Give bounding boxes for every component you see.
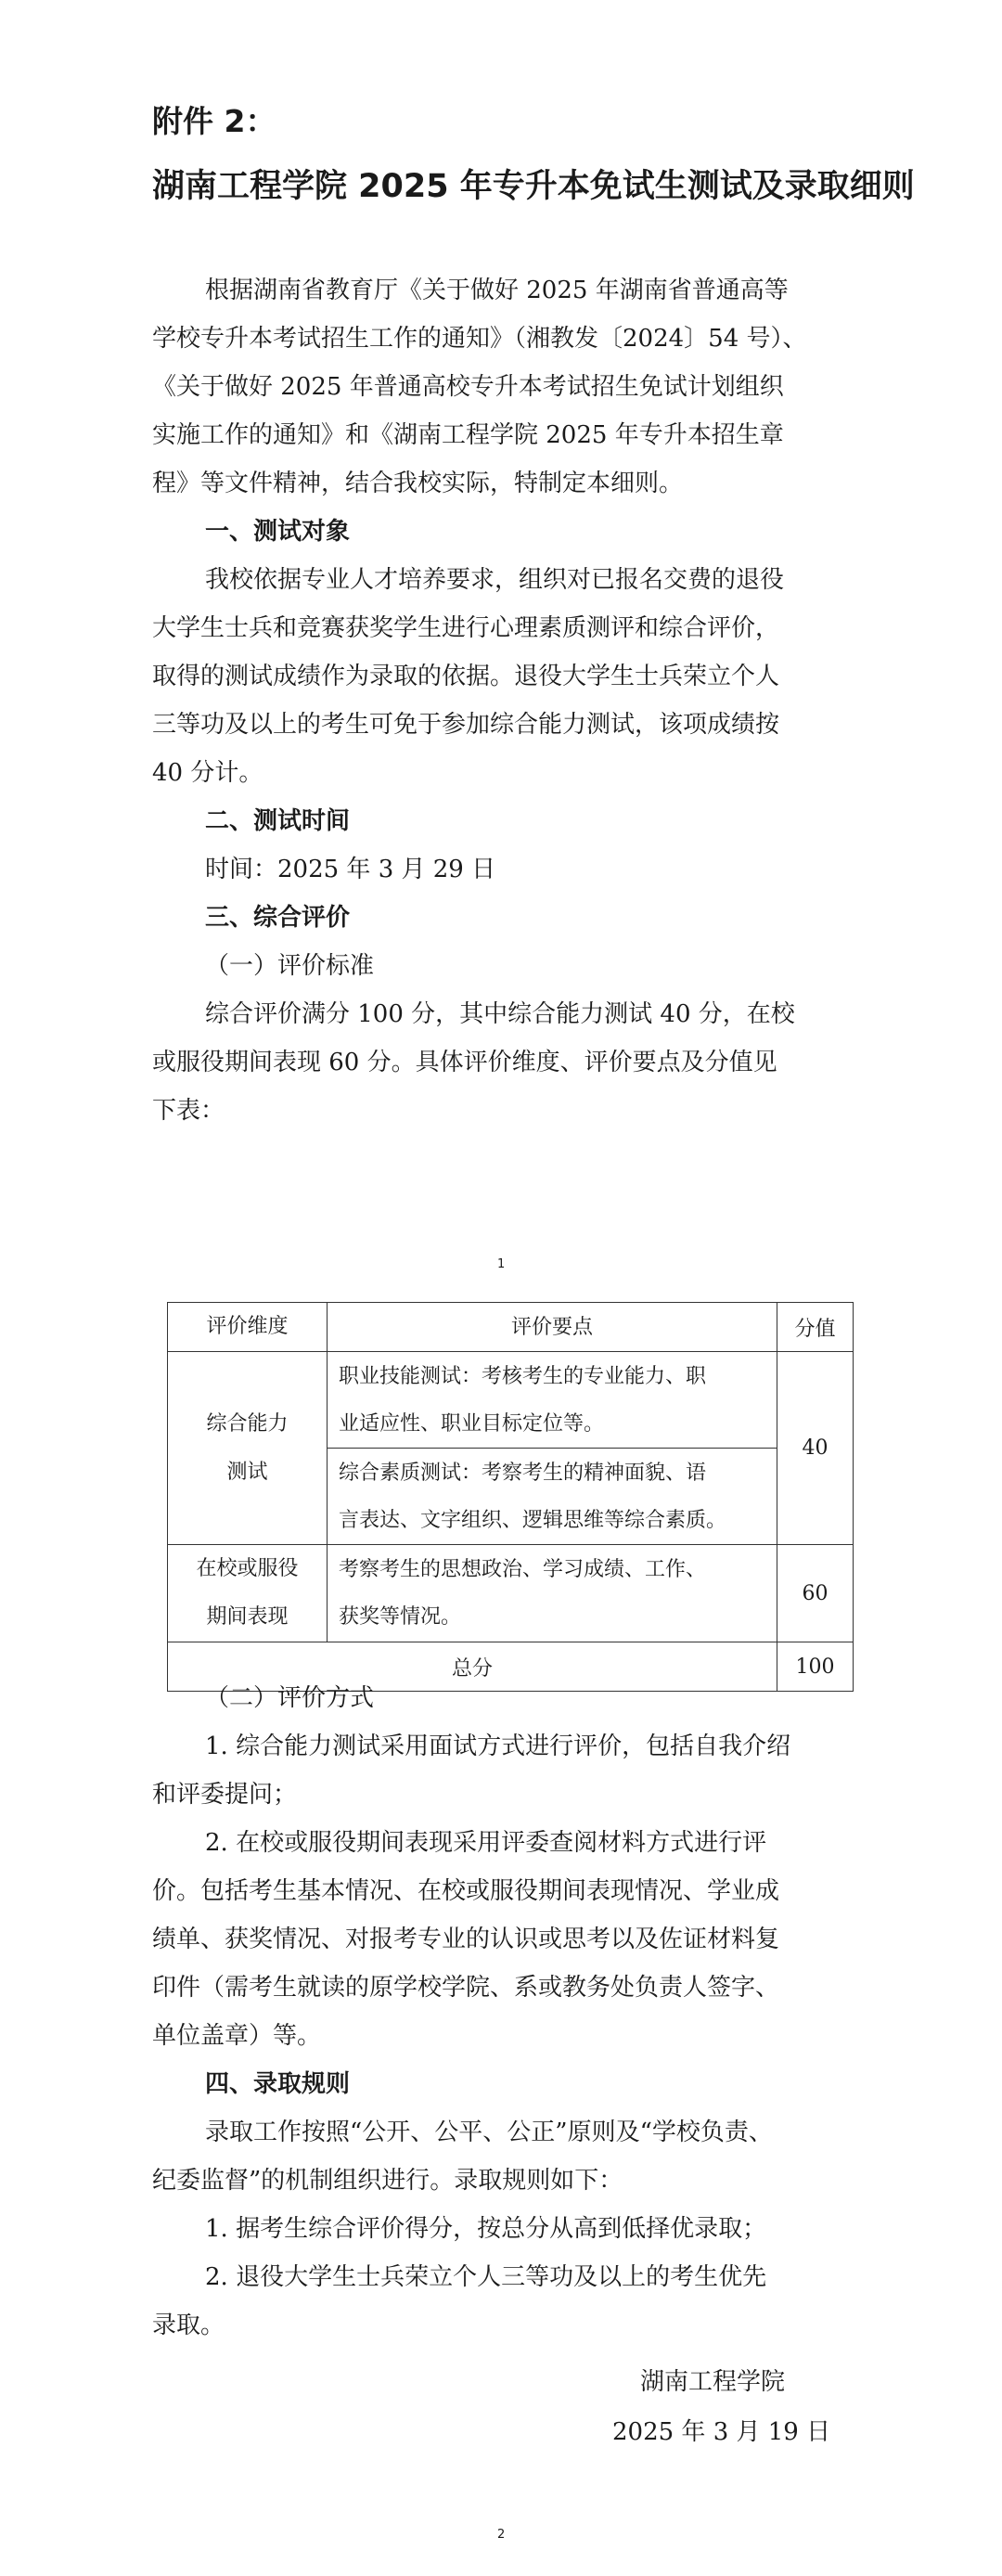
point-text: 职业技能测试：考核考生的专业能力、职 xyxy=(339,1364,707,1388)
points-cell xyxy=(328,1449,777,1545)
table-row xyxy=(168,1545,854,1642)
points-cell xyxy=(328,1352,777,1449)
test-time: 时间：2025 年 3 月 29 日 xyxy=(205,856,496,883)
method-line: 和评委提问； xyxy=(152,1781,298,1809)
table-row xyxy=(168,1352,854,1449)
section4-line: 1. 据考生综合评价得分，按总分从高到低择优录取； xyxy=(205,2215,767,2243)
section1-line: 取得的测试成绩作为录取的依据。退役大学生士兵荣立个人 xyxy=(152,663,780,690)
score-cell: 60 xyxy=(777,1545,854,1642)
method-line: 价。包括考生基本情况、在校或服役期间表现情况、学业成 xyxy=(152,1877,780,1905)
section4-line: 录取工作按照“公开、公平、公正”原则及“学校负责、 xyxy=(205,2119,773,2146)
point-text: 获奖等情况。 xyxy=(339,1605,462,1629)
page-number: 2 xyxy=(497,2528,506,2542)
header-score: 分值 xyxy=(777,1303,854,1352)
method-line: 2. 在校或服役期间表现采用评委查阅材料方式进行评 xyxy=(205,1829,767,1857)
total-score: 100 xyxy=(777,1642,854,1692)
signature-date: 2025 年 3 月 19 日 xyxy=(612,2418,831,2446)
point-text: 考察考生的思想政治、学习成绩、工作、 xyxy=(339,1558,707,1581)
section1-line: 40 分计。 xyxy=(152,759,263,787)
section4-line: 2. 退役大学生士兵荣立个人三等功及以上的考生优先 xyxy=(205,2263,767,2291)
point-text: 言表达、文字组织、逻辑思维等综合素质。 xyxy=(339,1508,727,1532)
section1-line: 我校依据专业人才培养要求，组织对已报名交费的退役 xyxy=(205,566,785,594)
section4-line: 录取。 xyxy=(152,2312,225,2339)
dimension-text: 在校或服役 xyxy=(196,1557,299,1580)
intro-line: 《关于做好 2025 年普通高校专升本考试招生免试计划组织 xyxy=(152,373,784,401)
subheading-methods: （二）评价方式 xyxy=(205,1684,375,1712)
total-label: 总分 xyxy=(168,1642,777,1692)
method-line: 1. 综合能力测试采用面试方式进行评价，包括自我介绍 xyxy=(205,1732,791,1760)
attachment-label: 附件 2： xyxy=(152,103,276,139)
score-cell: 40 xyxy=(777,1352,854,1545)
intro-line: 实施工作的通知》和《湖南工程学院 2025 年专升本招生章 xyxy=(152,421,784,449)
intro-line: 根据湖南省教育厅《关于做好 2025 年湖南省普通高等 xyxy=(205,277,789,304)
method-line: 单位盖章）等。 xyxy=(152,2022,322,2050)
document-title: 湖南工程学院 2025 年专升本免试生测试及录取细则 xyxy=(152,168,915,205)
table-header-row xyxy=(168,1303,854,1352)
method-line: 绩单、获奖情况、对报考专业的认识或思考以及佐证材料复 xyxy=(152,1926,780,1953)
dimension-cell xyxy=(168,1545,328,1642)
section-heading-3: 三、综合评价 xyxy=(205,904,351,932)
points-cell xyxy=(328,1545,777,1642)
dimension-cell xyxy=(168,1352,328,1545)
subheading-criteria: （一）评价标准 xyxy=(205,952,375,980)
dimension-text: 测试 xyxy=(226,1460,268,1484)
point-text: 业适应性、职业目标定位等。 xyxy=(339,1411,605,1436)
intro-line: 学校专升本考试招生工作的通知》（湘教发〔2024〕54 号）、 xyxy=(152,325,807,353)
header-dimension: 评价维度 xyxy=(168,1303,328,1352)
section-heading-2: 二、测试时间 xyxy=(205,807,351,835)
page-number: 1 xyxy=(497,1257,506,1271)
header-points: 评价要点 xyxy=(328,1303,777,1352)
point-text: 综合素质测试：考察考生的精神面貌、语 xyxy=(339,1461,707,1485)
section3-line: 或服役期间表现 60 分。具体评价维度、评价要点及分值见 xyxy=(152,1049,777,1076)
dimension-text: 综合能力 xyxy=(206,1411,289,1436)
section1-line: 三等功及以上的考生可免于参加综合能力测试，该项成绩按 xyxy=(152,711,780,739)
method-line: 印件（需考生就读的原学校学院、系或教务处负责人签字、 xyxy=(152,1974,780,2002)
section3-line: 下表： xyxy=(152,1097,225,1125)
section1-line: 大学生士兵和竞赛获奖学生进行心理素质测评和综合评价， xyxy=(152,614,780,642)
section3-line: 综合评价满分 100 分，其中综合能力测试 40 分，在校 xyxy=(205,1000,795,1028)
evaluation-table xyxy=(167,1302,854,1692)
section4-line: 纪委监督”的机制组织进行。录取规则如下： xyxy=(152,2167,623,2195)
signature-org: 湖南工程学院 xyxy=(640,2368,786,2396)
dimension-text: 期间表现 xyxy=(206,1605,289,1629)
intro-line: 程》等文件精神，结合我校实际，特制定本细则。 xyxy=(152,470,684,497)
section-heading-1: 一、测试对象 xyxy=(205,518,351,546)
section-heading-4: 四、录取规则 xyxy=(205,2070,351,2098)
